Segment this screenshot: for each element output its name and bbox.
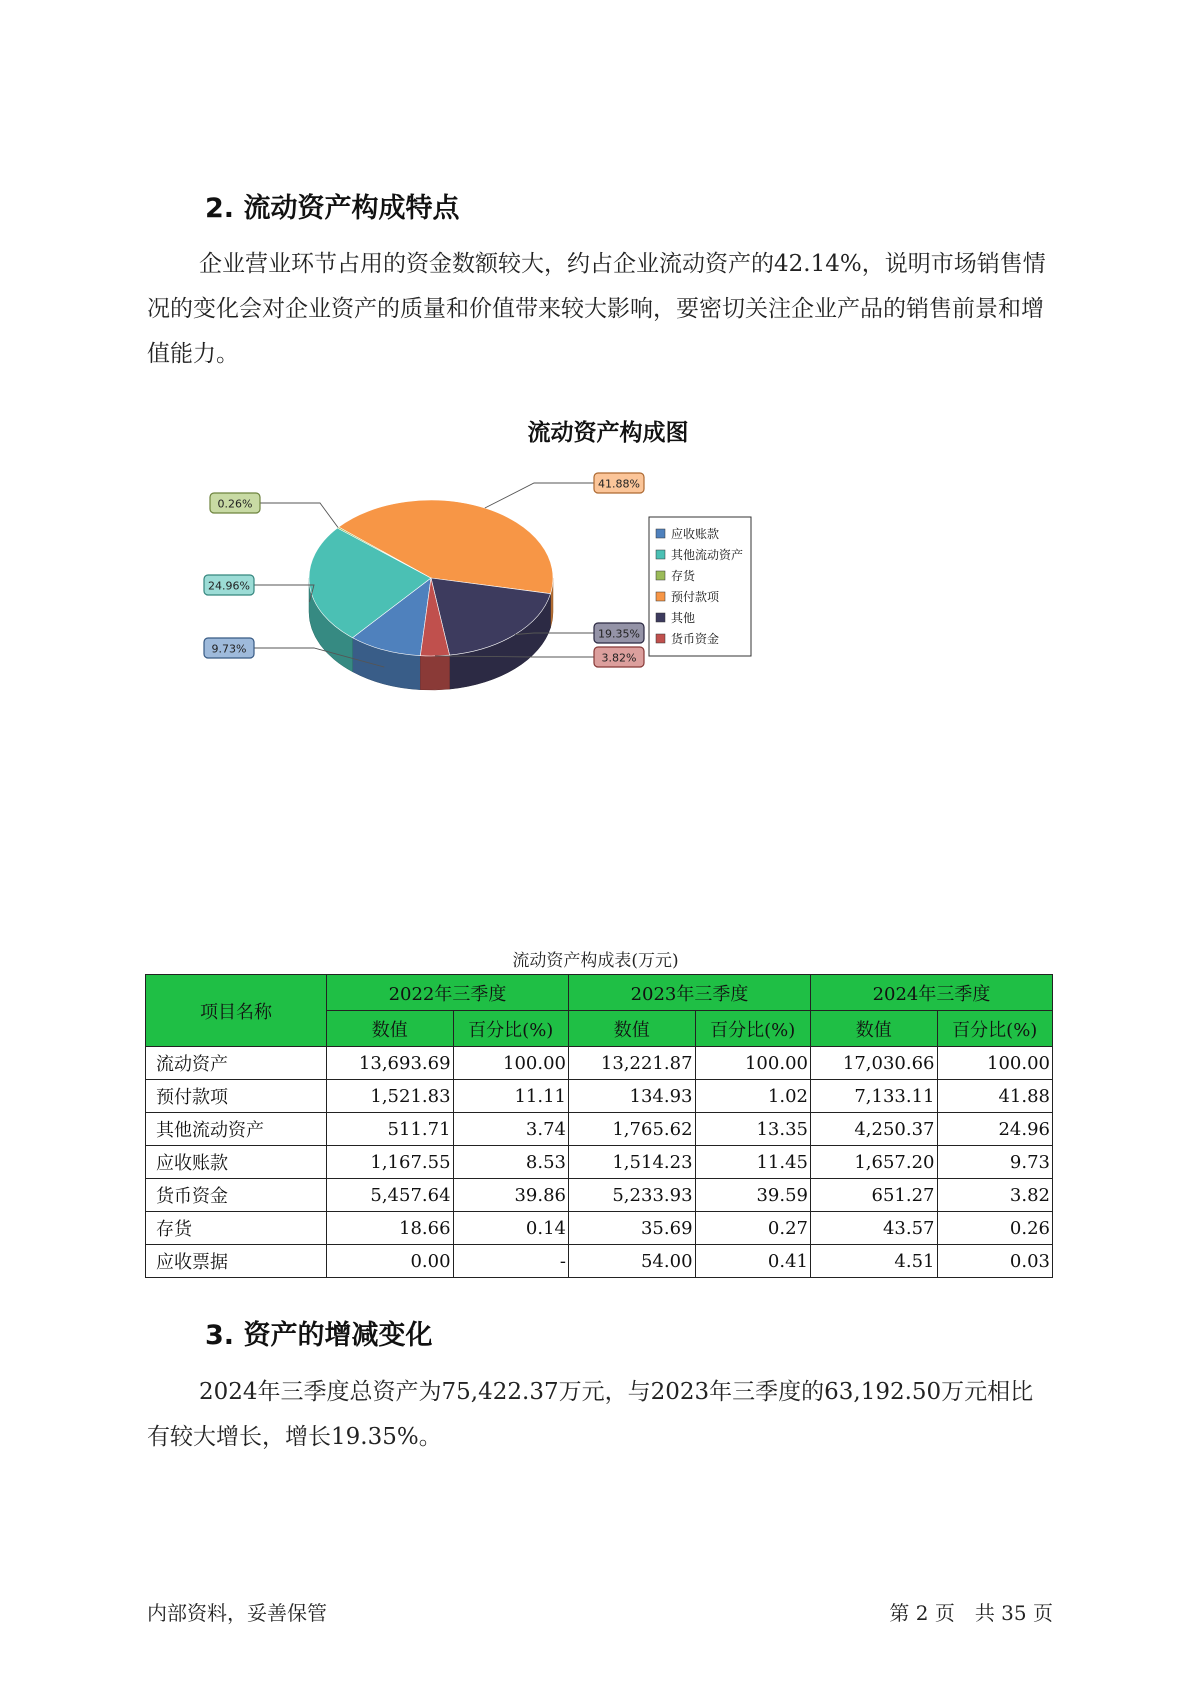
legend-swatch-4 (656, 613, 665, 622)
composition-paragraph: 企业营业环节占用的资金数额较大，约占企业流动资产的42.14%，说明市场销售情况的变化会对企业资产的质量和价值带来较大影响，要密切关注企业产品的销售前景和增值能力。 (147, 251, 1046, 367)
cell-pct: 24.96 (937, 1113, 1053, 1146)
current-assets-pie-chart (190, 408, 830, 728)
cell-pct: 39.59 (695, 1179, 810, 1212)
cell-value: 17,030.66 (810, 1047, 937, 1080)
legend-label-1: 其他流动资产 (671, 548, 744, 562)
cell-value: 54.00 (568, 1245, 695, 1278)
table-caption: 流动资产构成表(万元) (512, 951, 679, 971)
section-heading-composition: 2. 流动资产构成特点 (205, 193, 460, 224)
cell-value: 18.66 (327, 1212, 454, 1245)
legend-label-3: 预付款项 (671, 590, 720, 604)
row-item-name: 预付款项 (146, 1080, 327, 1113)
data-label-0: 9.73% (211, 642, 247, 656)
row-item-name: 应收票据 (146, 1245, 327, 1278)
table-row (146, 1212, 1053, 1245)
col-header-value: 数值 (327, 1011, 454, 1047)
pie-chart-svg (190, 408, 830, 728)
cell-pct: 100.00 (695, 1047, 810, 1080)
row-item-name: 应收账款 (146, 1146, 327, 1179)
col-header-pct: 百分比(%) (695, 1011, 810, 1047)
table-row (146, 1113, 1053, 1146)
cell-value: 43.57 (810, 1212, 937, 1245)
cell-pct: 0.27 (695, 1212, 810, 1245)
table-body (146, 1047, 1053, 1278)
legend-swatch-0 (656, 529, 665, 538)
cell-value: 13,221.87 (568, 1047, 695, 1080)
legend-swatch-3 (656, 592, 665, 601)
cell-value: 134.93 (568, 1080, 695, 1113)
col-header-period-2022: 2022年三季度 (327, 975, 569, 1011)
table-row (146, 1146, 1053, 1179)
cell-value: 651.27 (810, 1179, 937, 1212)
cell-value: 1,521.83 (327, 1080, 454, 1113)
col-header-period-2023: 2023年三季度 (568, 975, 810, 1011)
data-label-1: 24.96% (208, 579, 250, 593)
cell-pct: 0.26 (937, 1212, 1053, 1245)
col-header-item: 项目名称 (146, 975, 327, 1047)
cell-value: 4,250.37 (810, 1113, 937, 1146)
col-header-period-2024: 2024年三季度 (810, 975, 1052, 1011)
row-item-name: 存货 (146, 1212, 327, 1245)
col-header-pct: 百分比(%) (937, 1011, 1053, 1047)
asset-change-paragraph: 2024年三季度总资产为75,422.37万元，与2023年三季度的63,192.50万元相比有较大增长，增长19.35%。 (147, 1379, 1034, 1450)
cell-pct: 11.45 (695, 1146, 810, 1179)
row-item-name: 其他流动资产 (146, 1113, 327, 1146)
chart-title: 流动资产构成图 (527, 420, 689, 446)
leader-line-3 (485, 483, 594, 508)
legend-label-5: 货币资金 (671, 632, 720, 646)
cell-pct: 0.41 (695, 1245, 810, 1278)
cell-value: 5,233.93 (568, 1179, 695, 1212)
cell-value: 0.00 (327, 1245, 454, 1278)
cell-pct: 13.35 (695, 1113, 810, 1146)
cell-pct: 3.74 (453, 1113, 568, 1146)
legend-swatch-5 (656, 634, 665, 643)
cell-pct: - (453, 1245, 568, 1278)
cell-value: 511.71 (327, 1113, 454, 1146)
leader-line-2 (260, 503, 338, 527)
cell-pct: 3.82 (937, 1179, 1053, 1212)
cell-pct: 9.73 (937, 1146, 1053, 1179)
legend-swatch-2 (656, 571, 665, 580)
cell-value: 1,765.62 (568, 1113, 695, 1146)
cell-pct: 100.00 (937, 1047, 1053, 1080)
row-item-name: 流动资产 (146, 1047, 327, 1080)
col-header-pct: 百分比(%) (453, 1011, 568, 1047)
cell-value: 4.51 (810, 1245, 937, 1278)
pie-side-5 (420, 655, 449, 690)
cell-value: 7,133.11 (810, 1080, 937, 1113)
legend-label-0: 应收账款 (671, 527, 720, 541)
cell-pct: 1.02 (695, 1080, 810, 1113)
footer-page-number: 第 2 页 共 35 页 (889, 1601, 1053, 1625)
section-heading-asset-change: 3. 资产的增减变化 (205, 1320, 433, 1351)
cell-pct: 41.88 (937, 1080, 1053, 1113)
table-row (146, 1047, 1053, 1080)
data-label-4: 19.35% (598, 627, 640, 641)
footer-confidential: 内部资料，妥善保管 (147, 1601, 327, 1625)
cell-pct: 0.03 (937, 1245, 1053, 1278)
data-label-3: 41.88% (598, 477, 640, 491)
col-header-value: 数值 (568, 1011, 695, 1047)
legend-label-4: 其他 (671, 611, 696, 625)
table-row (146, 1080, 1053, 1113)
cell-value: 1,657.20 (810, 1146, 937, 1179)
cell-pct: 100.00 (453, 1047, 568, 1080)
cell-value: 13,693.69 (327, 1047, 454, 1080)
legend-swatch-1 (656, 550, 665, 559)
cell-value: 1,514.23 (568, 1146, 695, 1179)
cell-pct: 8.53 (453, 1146, 568, 1179)
cell-value: 35.69 (568, 1212, 695, 1245)
table-row (146, 1245, 1053, 1278)
row-item-name: 货币资金 (146, 1179, 327, 1212)
cell-pct: 11.11 (453, 1080, 568, 1113)
cell-value: 1,167.55 (327, 1146, 454, 1179)
table-row (146, 1179, 1053, 1212)
col-header-value: 数值 (810, 1011, 937, 1047)
leader-line-1 (254, 585, 314, 602)
data-label-2: 0.26% (217, 497, 253, 511)
current-assets-table (145, 974, 1053, 1278)
cell-pct: 39.86 (453, 1179, 568, 1212)
legend-label-2: 存货 (671, 569, 696, 583)
cell-pct: 0.14 (453, 1212, 568, 1245)
data-label-5: 3.82% (601, 651, 637, 665)
cell-value: 5,457.64 (327, 1179, 454, 1212)
